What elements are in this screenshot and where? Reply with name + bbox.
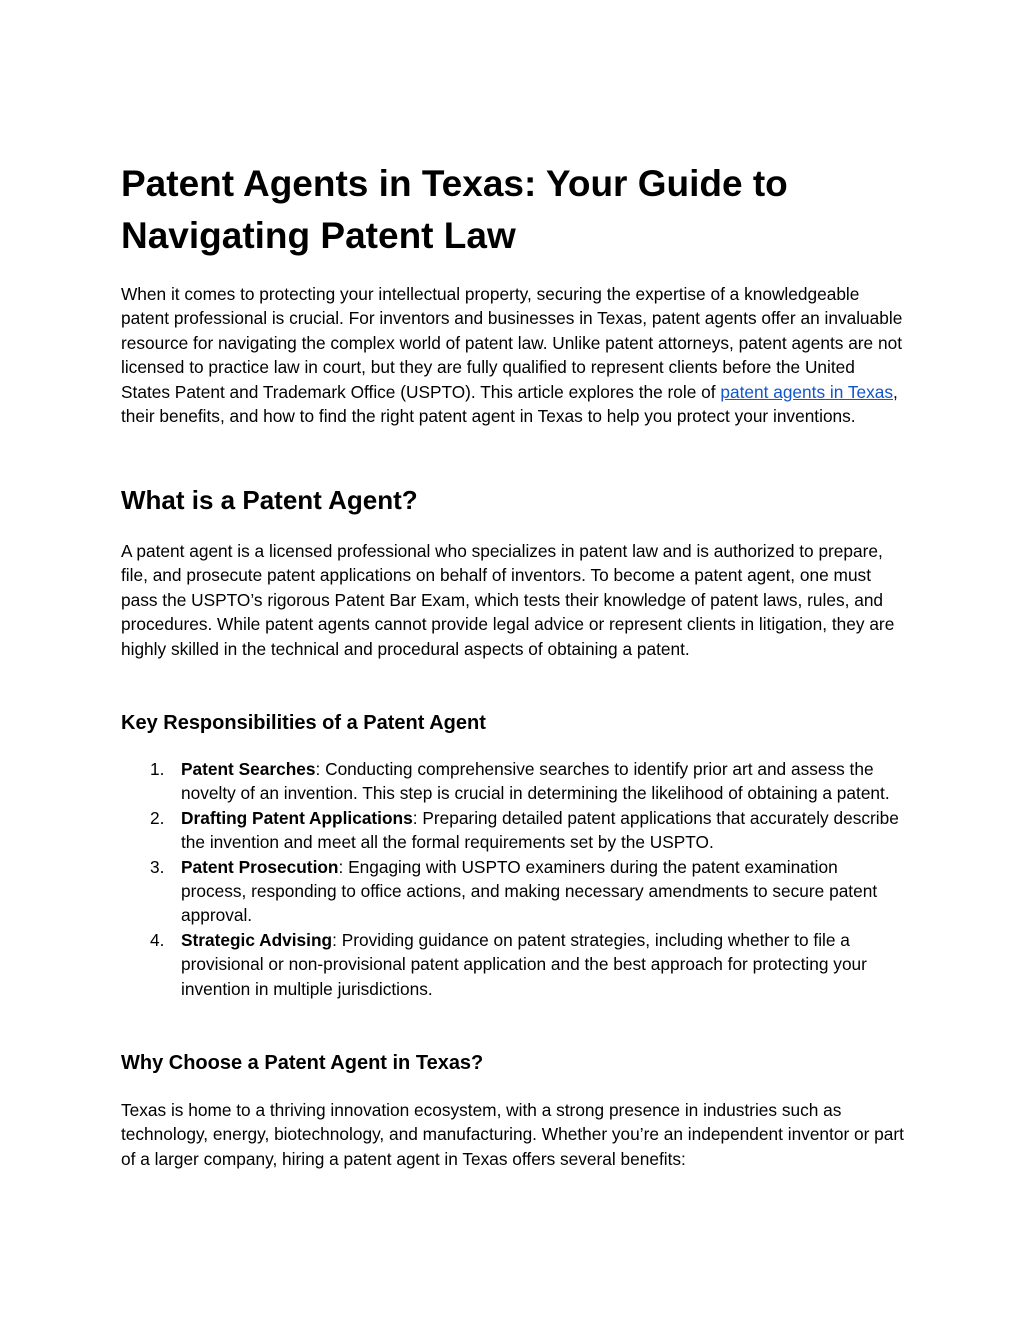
list-item: [121, 855, 905, 928]
document-title: Patent Agents in Texas: Your Guide to Navigating Patent Law: [121, 163, 788, 256]
list-item-text: : Providing guidance on patent strategies, including whether to file a provisional or non-provisional patent application and the best approach for protecting your invention in multiple jurisdictions.: [181, 929, 867, 999]
section-heading-key-responsibilities: Key Responsibilities of a Patent Agent: [121, 712, 486, 734]
responsibilities-list: [121, 757, 905, 1001]
list-item: [121, 757, 905, 806]
list-item-number: 2.: [150, 807, 165, 828]
section-heading-what-is-patent-agent: What is a Patent Agent?: [121, 485, 418, 515]
list-item: [121, 806, 905, 855]
patent-agents-in-texas-link[interactable]: patent agents in Texas: [720, 381, 893, 402]
what-is-patent-agent-paragraph: A patent agent is a licensed professional who specializes in patent law and is authorized to prepare, file, and prosecute patent applications on behalf of inventors. To become a patent agent, one must pass the USPTO’s rigorous Patent Bar Exam, which tests their knowledge of patent laws, rules, and procedures. While patent agents cannot provide legal advice or represent clients in litigation, they are highly skilled in the technical and procedural aspects of obtaining a patent.: [121, 541, 895, 659]
why-choose-paragraph: Texas is home to a thriving innovation ecosystem, with a strong presence in industries such as technology, energy, biotechnology, and manufacturing. Whether you’re an independent inventor or part of a larger company, hiring a patent agent in Texas offers several benefits:: [121, 1100, 904, 1169]
list-item-number: 3.: [150, 856, 165, 877]
intro-text-after-link: , their benefits, and how to find the right patent agent in Texas to help you protect your inventions.: [121, 381, 898, 427]
list-item-text: : Engaging with USPTO examiners during the patent examination process, responding to office actions, and making necessary amendments to secure patent approval.: [181, 856, 878, 926]
intro-text-before-link: When it comes to protecting your intellectual property, securing the expertise of a knowledgeable patent professional is crucial. For inventors and businesses in Texas, patent agents offer an invaluable resource for navigating the complex world of patent law. Unlike patent attorneys, patent agents are not licensed to practice law in court, but they are fully qualified to represent clients before the United States Patent and Trademark Office (USPTO). This article explores the role of: [121, 284, 903, 402]
list-item: [121, 928, 905, 1001]
list-item-term: Patent Searches: [181, 759, 316, 779]
list-item-text: : Conducting comprehensive searches to identify prior art and assess the novelty of an invention. This step is crucial in determining the likelihood of obtaining a patent.: [181, 759, 890, 804]
list-item-text: : Preparing detailed patent applications that accurately describe the invention and meet all the formal requirements set by the USPTO.: [181, 807, 899, 853]
intro-paragraph: [121, 282, 905, 428]
list-item-number: 1.: [150, 759, 165, 779]
list-item-term: Drafting Patent Applications: [181, 807, 413, 828]
section-heading-why-choose: Why Choose a Patent Agent in Texas?: [121, 1052, 484, 1074]
list-item-number: 4.: [150, 929, 165, 950]
list-item-term: Patent Prosecution: [181, 856, 339, 877]
list-item-term: Strategic Advising: [181, 929, 333, 950]
